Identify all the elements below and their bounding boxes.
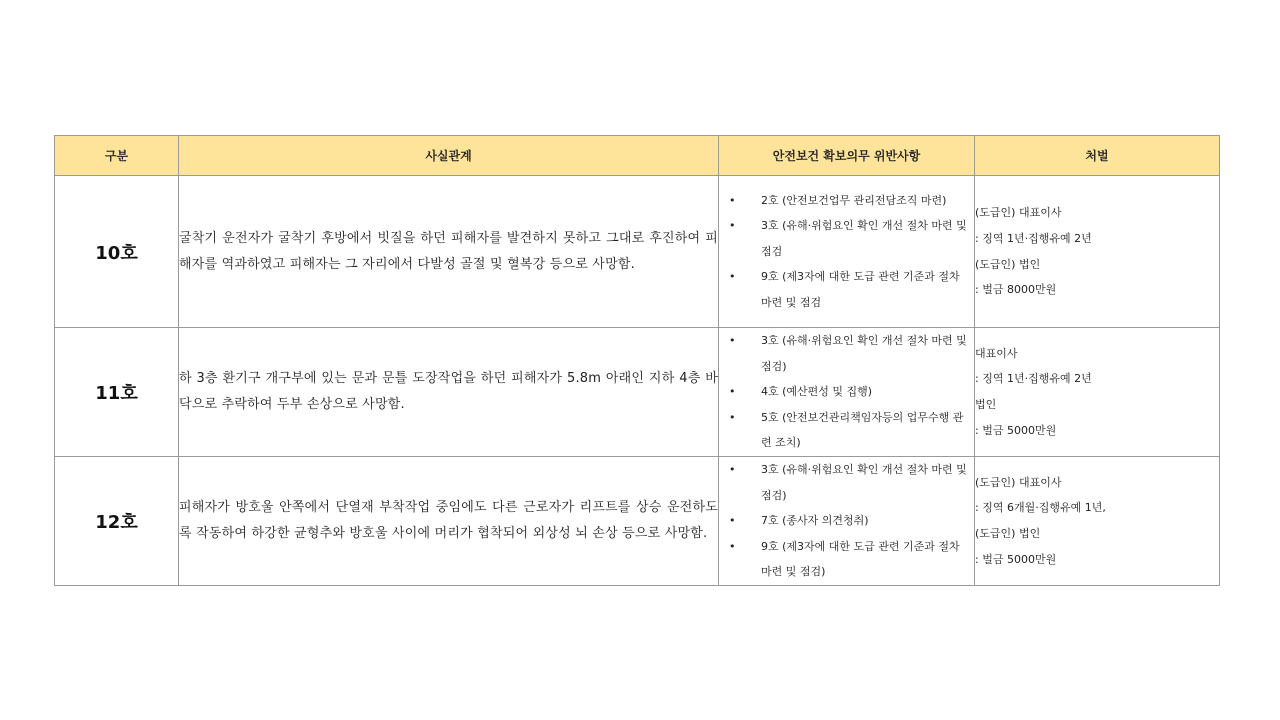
violation-text: 9호 (제3자에 대한 도급 관련 기준과 절차 마련 및 점검)	[761, 539, 960, 579]
penalty-line: : 징역 1년·집행유예 2년	[975, 231, 1092, 245]
cases-table	[54, 135, 1220, 586]
violation-item	[719, 534, 974, 585]
violation-item	[719, 328, 974, 379]
violation-text: 2호 (안전보건업무 관리전담조직 마련)	[761, 193, 947, 207]
header-category: 구분	[55, 136, 179, 176]
violations-list	[719, 328, 974, 456]
violation-text: 9호 (제3자에 대한 도급 관련 기준과 절차 마련 및 점검	[761, 270, 960, 309]
bullet-icon: •	[729, 410, 736, 424]
table-row	[55, 176, 1220, 328]
penalty-line: (도급인) 법인	[975, 257, 1041, 271]
case-violations	[719, 328, 975, 457]
violation-item	[719, 379, 974, 405]
table-row	[55, 456, 1220, 585]
violations-list	[719, 457, 974, 585]
violation-text: 3호 (유해·위험요인 확인 개선 절차 마련 및 점검)	[761, 334, 967, 373]
case-id: 10호	[55, 176, 179, 328]
penalty-line: : 징역 1년·집행유예 2년	[975, 372, 1092, 386]
bullet-icon: •	[729, 270, 736, 284]
bullet-icon: •	[729, 334, 736, 347]
case-facts: 피해자가 방호울 안쪽에서 단열재 부착작업 중임에도 다른 근로자가 리프트를 상승 운전하도록 작동하여 하강한 균형추와 방호울 사이에 머리가 협착되어 외상성 뇌 손상 등으로 사망함.	[179, 456, 719, 585]
penalty-line: : 징역 6개월·집행유예 1년,	[975, 501, 1106, 515]
case-facts: 하 3층 환기구 개구부에 있는 문과 문틀 도장작업을 하던 피해자가 5.8m 아래인 지하 4층 바닥으로 추락하여 두부 손상으로 사망함.	[179, 328, 719, 457]
violation-text: 7호 (종사자 의견청취)	[761, 514, 869, 528]
penalty-line: : 벌금 5000만원	[975, 423, 1057, 437]
bullet-icon: •	[729, 539, 736, 553]
case-facts: 굴착기 운전자가 굴착기 후방에서 빗질을 하던 피해자를 발견하지 못하고 그대로 후진하여 피해자를 역과하였고 피해자는 그 자리에서 다발성 골절 및 혈복강 등으로 사망함.	[179, 176, 719, 328]
bullet-icon: •	[729, 193, 736, 207]
case-penalty	[975, 176, 1220, 328]
penalty-line: : 벌금 8000만원	[975, 283, 1057, 297]
bullet-icon: •	[729, 219, 736, 233]
violation-item	[719, 264, 974, 315]
penalty-line: (도급인) 대표이사	[975, 206, 1062, 220]
violation-item	[719, 213, 974, 264]
header-facts: 사실관계	[179, 136, 719, 176]
violation-item	[719, 508, 974, 534]
case-violations	[719, 456, 975, 585]
penalty-line: 대표이사	[975, 346, 1018, 360]
violation-text: 5호 (안전보건관리책임자등의 업무수행 관련 조치)	[761, 410, 964, 450]
case-id: 11호	[55, 328, 179, 457]
header-penalty: 처벌	[975, 136, 1220, 176]
violation-item	[719, 405, 974, 456]
header-row	[55, 136, 1220, 176]
case-penalty	[975, 456, 1220, 585]
violation-text: 4호 (예산편성 및 집행)	[761, 385, 873, 399]
header-violations: 안전보건 확보의무 위반사항	[719, 136, 975, 176]
case-id: 12호	[55, 456, 179, 585]
penalty-line: (도급인) 법인	[975, 526, 1041, 540]
penalty-line: (도급인) 대표이사	[975, 475, 1062, 489]
violation-text: 3호 (유해·위험요인 확인 개선 절차 마련 및 점검)	[761, 462, 967, 502]
bullet-icon: •	[729, 462, 736, 476]
bullet-icon: •	[729, 385, 736, 399]
case-violations	[719, 176, 975, 328]
table-row	[55, 328, 1220, 457]
violation-item	[719, 457, 974, 508]
case-penalty	[975, 328, 1220, 457]
penalty-line: : 벌금 5000만원	[975, 552, 1057, 566]
penalty-line: 법인	[975, 397, 997, 411]
violations-list	[719, 188, 974, 316]
violation-item	[719, 188, 974, 214]
bullet-icon: •	[729, 514, 736, 528]
violation-text: 3호 (유해·위험요인 확인 개선 절차 마련 및 점검	[761, 219, 967, 258]
